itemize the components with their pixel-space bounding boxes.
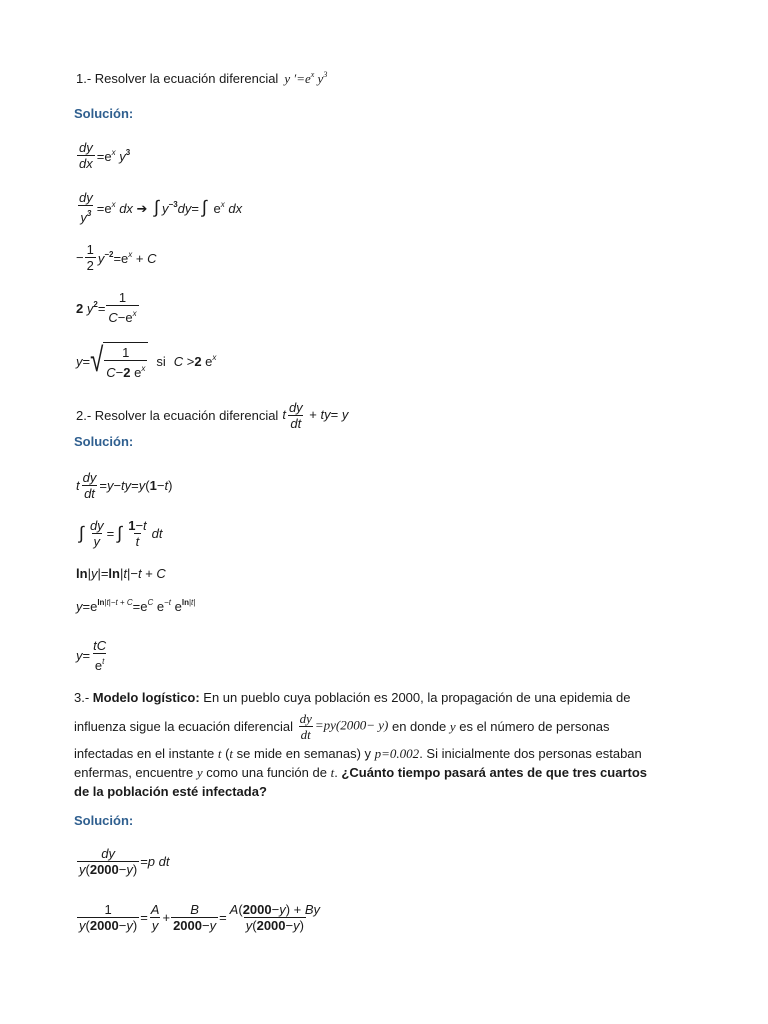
p1-step-2: $\frac{dy}{y^3}$ $=e^x$ dx ➔ ∫ $y^{-3}dy=$ ∫ $e^x$ dx xyxy=(79,190,243,225)
p2-step-1: t $\frac{dy}{dt}$ =y−ty=y(1−t) xyxy=(76,470,173,501)
problem-2-equation: t $\frac{dy}{dt}$ + ty= y xyxy=(282,400,349,431)
p3-line-2: influenza sigue la ecuación diferencial $\frac{dy}{dt}$ =py(2000− y) en donde y es el número de personas xyxy=(74,711,610,742)
p3-line-5: de la población esté infectada? xyxy=(74,784,267,799)
problem-1-equation: y $'=e^x$ $y^3$ xyxy=(284,70,328,86)
p1-step-4: 2 $y^2=$ $\frac{1}{C-e^x}$ xyxy=(76,290,137,325)
p3-step-2: $\frac{1}{y(2000-y)}$ = $\frac{A}{y}$ + $\frac{B}{2000-y}$ = $\frac{A(2000-y) + By}{y(2000-y)}$ xyxy=(79,902,321,933)
p1-step-5: y = √ $\frac{1}{C-2 e^x}$ si C >2 $e^x$ xyxy=(76,341,217,380)
problem-1-text: 1.- Resolver la ecuación diferencial xyxy=(76,71,279,86)
si-label: si xyxy=(156,353,166,369)
problem-3-paragraph xyxy=(74,688,647,801)
p3-title: Modelo logístico: xyxy=(92,690,200,705)
solucion-1-label: Solución: xyxy=(74,106,134,121)
problem-1-heading xyxy=(76,70,327,87)
solucion-2-label: Solución: xyxy=(74,434,134,449)
p2-step-3: ln|y|=ln|t|−t + C xyxy=(76,566,166,581)
solucion-3-label: Solución: xyxy=(74,813,134,828)
p2-step-5: y = $\frac{tC}{e^t}$ xyxy=(76,638,107,673)
p1-step-1: $\frac{dy}{dx}$ $=e^x$ $y^3$ xyxy=(79,140,131,171)
p3-line-3: infectadas en el instante t (t se mide en semanas) y p=0.002. Si inicialmente dos personas estaban xyxy=(74,746,642,761)
p3-line-1: 3.- Modelo logístico: En un pueblo cuya población es 2000, la propagación de una epidemia de xyxy=(74,690,631,705)
p3-equation: $\frac{dy}{dt}$ =py(2000− y) xyxy=(299,711,389,742)
p3-line-4: enfermas, encuentre y como una función de t. ¿Cuánto tiempo pasará antes de que tres cuartos xyxy=(74,765,647,780)
p2-step-2: ∫ $\frac{dy}{y}$ = ∫ $\frac{1-t}{t}$ dt xyxy=(79,518,163,549)
p2-step-4: $y=e^{ln|t|-t + C}=e^C$ $e^{-t}$ $e^{ln|t|}$ xyxy=(76,598,196,614)
p1-step-3: − $\frac{1}{2}$ $y^{-2}=e^x + C$ xyxy=(76,242,157,273)
p3-step-1: $\frac{dy}{y(2000-y)}$ =p dt xyxy=(79,846,170,877)
problem-2-heading xyxy=(76,400,348,431)
problem-2-text: 2.- Resolver la ecuación diferencial xyxy=(76,408,279,423)
